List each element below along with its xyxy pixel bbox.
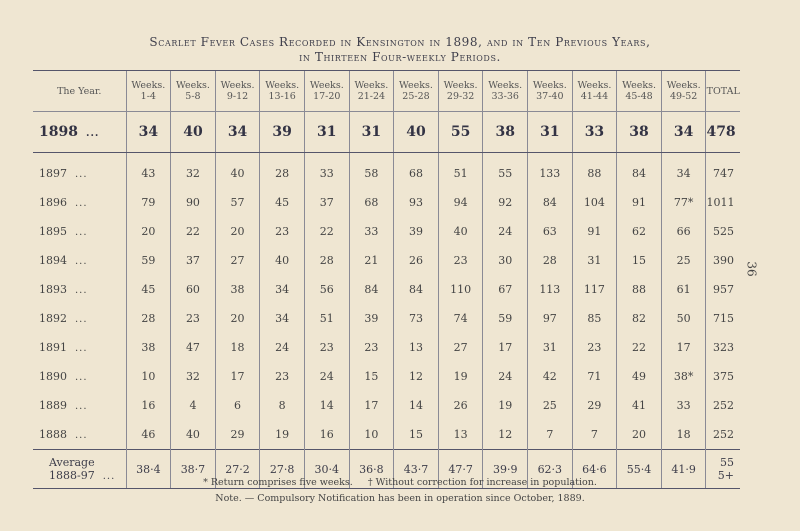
table-row [33, 275, 740, 304]
note: Note. — Compulsory Notification has been in operation since October, 1889. [215, 493, 585, 504]
value-cell: 23 [438, 246, 483, 275]
value-cell: 14 [304, 391, 349, 420]
year-cell: 1891 ... [39, 341, 88, 354]
year-cell: 1893 ... [39, 283, 88, 296]
value-cell: 113 [528, 275, 573, 304]
average-value-cell: 39·9 [483, 450, 528, 489]
value-cell: 17 [483, 333, 528, 362]
value-cell: 47 [171, 333, 216, 362]
column-header: Weeks. 1-4 [126, 71, 171, 112]
value-cell: 23 [260, 217, 305, 246]
value-cell: 82 [617, 304, 662, 333]
year-cell: 1892 ... [39, 312, 88, 325]
value-cell: 73 [394, 304, 439, 333]
value-cell: 28 [304, 246, 349, 275]
value-cell: 7 [528, 420, 573, 450]
value-cell: 16 [304, 420, 349, 450]
total-cell: 1011 [706, 188, 740, 217]
value-cell: 23 [572, 333, 617, 362]
total-cell: 957 [706, 275, 740, 304]
value-cell: 51 [304, 304, 349, 333]
column-header: Weeks. 5-8 [171, 71, 216, 112]
page-number: 36 [744, 261, 759, 277]
value-cell: 38 [483, 112, 528, 153]
average-value-cell: 27·8 [260, 450, 305, 489]
value-cell: 23 [260, 362, 305, 391]
value-cell: 34 [215, 112, 260, 153]
value-cell: 33 [349, 217, 394, 246]
value-cell: 79 [126, 188, 171, 217]
header-row [33, 71, 740, 112]
average-value-cell: 27·2 [215, 450, 260, 489]
total-cell: 252 [706, 391, 740, 420]
value-cell: 23 [304, 333, 349, 362]
total-cell: 747 [706, 153, 740, 189]
value-cell: 38 [126, 333, 171, 362]
value-cell: 133 [528, 153, 573, 189]
value-cell: 17 [349, 391, 394, 420]
value-cell: 39 [260, 112, 305, 153]
average-value-cell: 62·3 [528, 450, 573, 489]
column-header: Weeks. 13-16 [260, 71, 305, 112]
value-cell: 59 [126, 246, 171, 275]
value-cell: 91 [572, 217, 617, 246]
total-cell: 478 [706, 112, 740, 153]
value-cell: 62 [617, 217, 662, 246]
value-cell: 33 [661, 391, 706, 420]
value-cell: 14 [394, 391, 439, 420]
column-header: Weeks. 37-40 [528, 71, 573, 112]
value-cell: 19 [438, 362, 483, 391]
total-cell: 323 [706, 333, 740, 362]
value-cell: 10 [126, 362, 171, 391]
value-cell: 32 [171, 153, 216, 189]
column-header: Weeks. 45-48 [617, 71, 662, 112]
value-cell: 29 [215, 420, 260, 450]
value-cell: 41 [617, 391, 662, 420]
average-value-cell: 36·8 [349, 450, 394, 489]
year-cell: 1896 ... [39, 196, 88, 209]
value-cell: 8 [260, 391, 305, 420]
value-cell: 91 [617, 188, 662, 217]
value-cell: 60 [171, 275, 216, 304]
scarlet-fever-table [33, 70, 740, 489]
value-cell: 30 [483, 246, 528, 275]
table-row [33, 217, 740, 246]
column-header: Weeks. 21-24 [349, 71, 394, 112]
year-cell: 1888 ... [39, 428, 88, 441]
value-cell: 66 [661, 217, 706, 246]
value-cell: 28 [260, 153, 305, 189]
value-cell: 20 [126, 217, 171, 246]
value-cell: 38* [661, 362, 706, 391]
value-cell: 26 [394, 246, 439, 275]
value-cell: 57 [215, 188, 260, 217]
value-cell: 31 [572, 246, 617, 275]
value-cell: 19 [260, 420, 305, 450]
value-cell: 84 [528, 188, 573, 217]
value-cell: 46 [126, 420, 171, 450]
value-cell: 27 [215, 246, 260, 275]
average-value-cell: 30·4 [304, 450, 349, 489]
table-row-1898 [33, 112, 740, 153]
table-row [33, 246, 740, 275]
value-cell: 45 [260, 188, 305, 217]
value-cell: 34 [126, 112, 171, 153]
table-title-line-2: in Thirteen Four-weekly Periods. [299, 50, 501, 64]
value-cell: 74 [438, 304, 483, 333]
value-cell: 15 [349, 362, 394, 391]
column-header: Weeks. 9-12 [215, 71, 260, 112]
value-cell: 4 [171, 391, 216, 420]
value-cell: 29 [572, 391, 617, 420]
table-row [33, 420, 740, 450]
value-cell: 13 [394, 333, 439, 362]
value-cell: 40 [215, 153, 260, 189]
value-cell: 77* [661, 188, 706, 217]
value-cell: 39 [394, 217, 439, 246]
value-cell: 31 [528, 112, 573, 153]
table-row [33, 188, 740, 217]
value-cell: 88 [572, 153, 617, 189]
total-cell: 715 [706, 304, 740, 333]
value-cell: 10 [349, 420, 394, 450]
value-cell: 55 [438, 112, 483, 153]
value-cell: 26 [438, 391, 483, 420]
value-cell: 24 [304, 362, 349, 391]
value-cell: 110 [438, 275, 483, 304]
value-cell: 18 [661, 420, 706, 450]
value-cell: 92 [483, 188, 528, 217]
table-row [33, 333, 740, 362]
value-cell: 63 [528, 217, 573, 246]
average-total-cell: 55 5+ [706, 450, 740, 489]
value-cell: 20 [215, 217, 260, 246]
value-cell: 7 [572, 420, 617, 450]
year-cell: 1890 ... [39, 370, 88, 383]
value-cell: 40 [171, 420, 216, 450]
column-header: Weeks. 49-52 [661, 71, 706, 112]
value-cell: 68 [394, 153, 439, 189]
value-cell: 23 [171, 304, 216, 333]
value-cell: 88 [617, 275, 662, 304]
value-cell: 49 [617, 362, 662, 391]
value-cell: 6 [215, 391, 260, 420]
value-cell: 22 [171, 217, 216, 246]
value-cell: 51 [438, 153, 483, 189]
value-cell: 17 [215, 362, 260, 391]
value-cell: 28 [528, 246, 573, 275]
value-cell: 34 [260, 304, 305, 333]
value-cell: 20 [617, 420, 662, 450]
value-cell: 24 [483, 217, 528, 246]
table-row [33, 153, 740, 189]
value-cell: 38 [617, 112, 662, 153]
column-header: Weeks. 33-36 [483, 71, 528, 112]
year-cell: 1898 ... [33, 112, 126, 153]
column-header: Weeks. 17-20 [304, 71, 349, 112]
column-header: Weeks. 41-44 [572, 71, 617, 112]
value-cell: 38 [215, 275, 260, 304]
value-cell: 28 [126, 304, 171, 333]
value-cell: 16 [126, 391, 171, 420]
value-cell: 12 [483, 420, 528, 450]
value-cell: 59 [483, 304, 528, 333]
column-header: TOTAL [706, 71, 740, 112]
value-cell: 18 [215, 333, 260, 362]
year-cell: 1889 ... [39, 399, 88, 412]
value-cell: 25 [661, 246, 706, 275]
table-row [33, 362, 740, 391]
value-cell: 27 [438, 333, 483, 362]
value-cell: 33 [304, 153, 349, 189]
value-cell: 71 [572, 362, 617, 391]
value-cell: 40 [171, 112, 216, 153]
value-cell: 34 [661, 153, 706, 189]
average-value-cell: 38·4 [126, 450, 171, 489]
total-cell: 252 [706, 420, 740, 450]
value-cell: 31 [528, 333, 573, 362]
value-cell: 68 [349, 188, 394, 217]
year-cell: 1895 ... [39, 225, 88, 238]
value-cell: 85 [572, 304, 617, 333]
value-cell: 84 [349, 275, 394, 304]
value-cell: 31 [349, 112, 394, 153]
value-cell: 34 [661, 112, 706, 153]
total-cell: 525 [706, 217, 740, 246]
value-cell: 19 [483, 391, 528, 420]
table-title-line-1: Scarlet Fever Cases Recorded in Kensington in 1898, and in Ten Previous Years, [149, 35, 651, 49]
value-cell: 13 [438, 420, 483, 450]
value-cell: 22 [617, 333, 662, 362]
value-cell: 40 [260, 246, 305, 275]
value-cell: 94 [438, 188, 483, 217]
value-cell: 20 [215, 304, 260, 333]
value-cell: 97 [528, 304, 573, 333]
value-cell: 90 [171, 188, 216, 217]
value-cell: 25 [528, 391, 573, 420]
average-value-cell: 64·6 [572, 450, 617, 489]
value-cell: 15 [617, 246, 662, 275]
value-cell: 104 [572, 188, 617, 217]
value-cell: 50 [661, 304, 706, 333]
average-value-cell: 47·7 [438, 450, 483, 489]
table-row [33, 391, 740, 420]
average-value-cell: 55·4 [617, 450, 662, 489]
value-cell: 117 [572, 275, 617, 304]
value-cell: 40 [394, 112, 439, 153]
year-cell: 1897 ... [39, 167, 88, 180]
value-cell: 56 [304, 275, 349, 304]
value-cell: 23 [349, 333, 394, 362]
table-row [33, 304, 740, 333]
value-cell: 45 [126, 275, 171, 304]
value-cell: 67 [483, 275, 528, 304]
value-cell: 24 [483, 362, 528, 391]
value-cell: 55 [483, 153, 528, 189]
value-cell: 12 [394, 362, 439, 391]
value-cell: 43 [126, 153, 171, 189]
total-cell: 375 [706, 362, 740, 391]
value-cell: 33 [572, 112, 617, 153]
average-label: Average 1888-97 ... [33, 450, 126, 489]
value-cell: 37 [304, 188, 349, 217]
value-cell: 84 [617, 153, 662, 189]
value-cell: 34 [260, 275, 305, 304]
value-cell: 17 [661, 333, 706, 362]
value-cell: 84 [394, 275, 439, 304]
value-cell: 15 [394, 420, 439, 450]
value-cell: 21 [349, 246, 394, 275]
value-cell: 24 [260, 333, 305, 362]
value-cell: 61 [661, 275, 706, 304]
value-cell: 39 [349, 304, 394, 333]
value-cell: 31 [304, 112, 349, 153]
value-cell: 58 [349, 153, 394, 189]
average-value-cell: 43·7 [394, 450, 439, 489]
column-header: Weeks. 29-32 [438, 71, 483, 112]
average-value-cell: 41·9 [661, 450, 706, 489]
value-cell: 93 [394, 188, 439, 217]
column-header: Weeks. 25-28 [394, 71, 439, 112]
value-cell: 37 [171, 246, 216, 275]
value-cell: 32 [171, 362, 216, 391]
value-cell: 22 [304, 217, 349, 246]
year-cell: 1894 ... [39, 254, 88, 267]
value-cell: 40 [438, 217, 483, 246]
footnote: * Return comprises five weeks. † Without correction for increase in population. [203, 477, 597, 488]
average-value-cell: 38·7 [171, 450, 216, 489]
value-cell: 42 [528, 362, 573, 391]
column-header: The Year. [33, 71, 126, 112]
total-cell: 390 [706, 246, 740, 275]
